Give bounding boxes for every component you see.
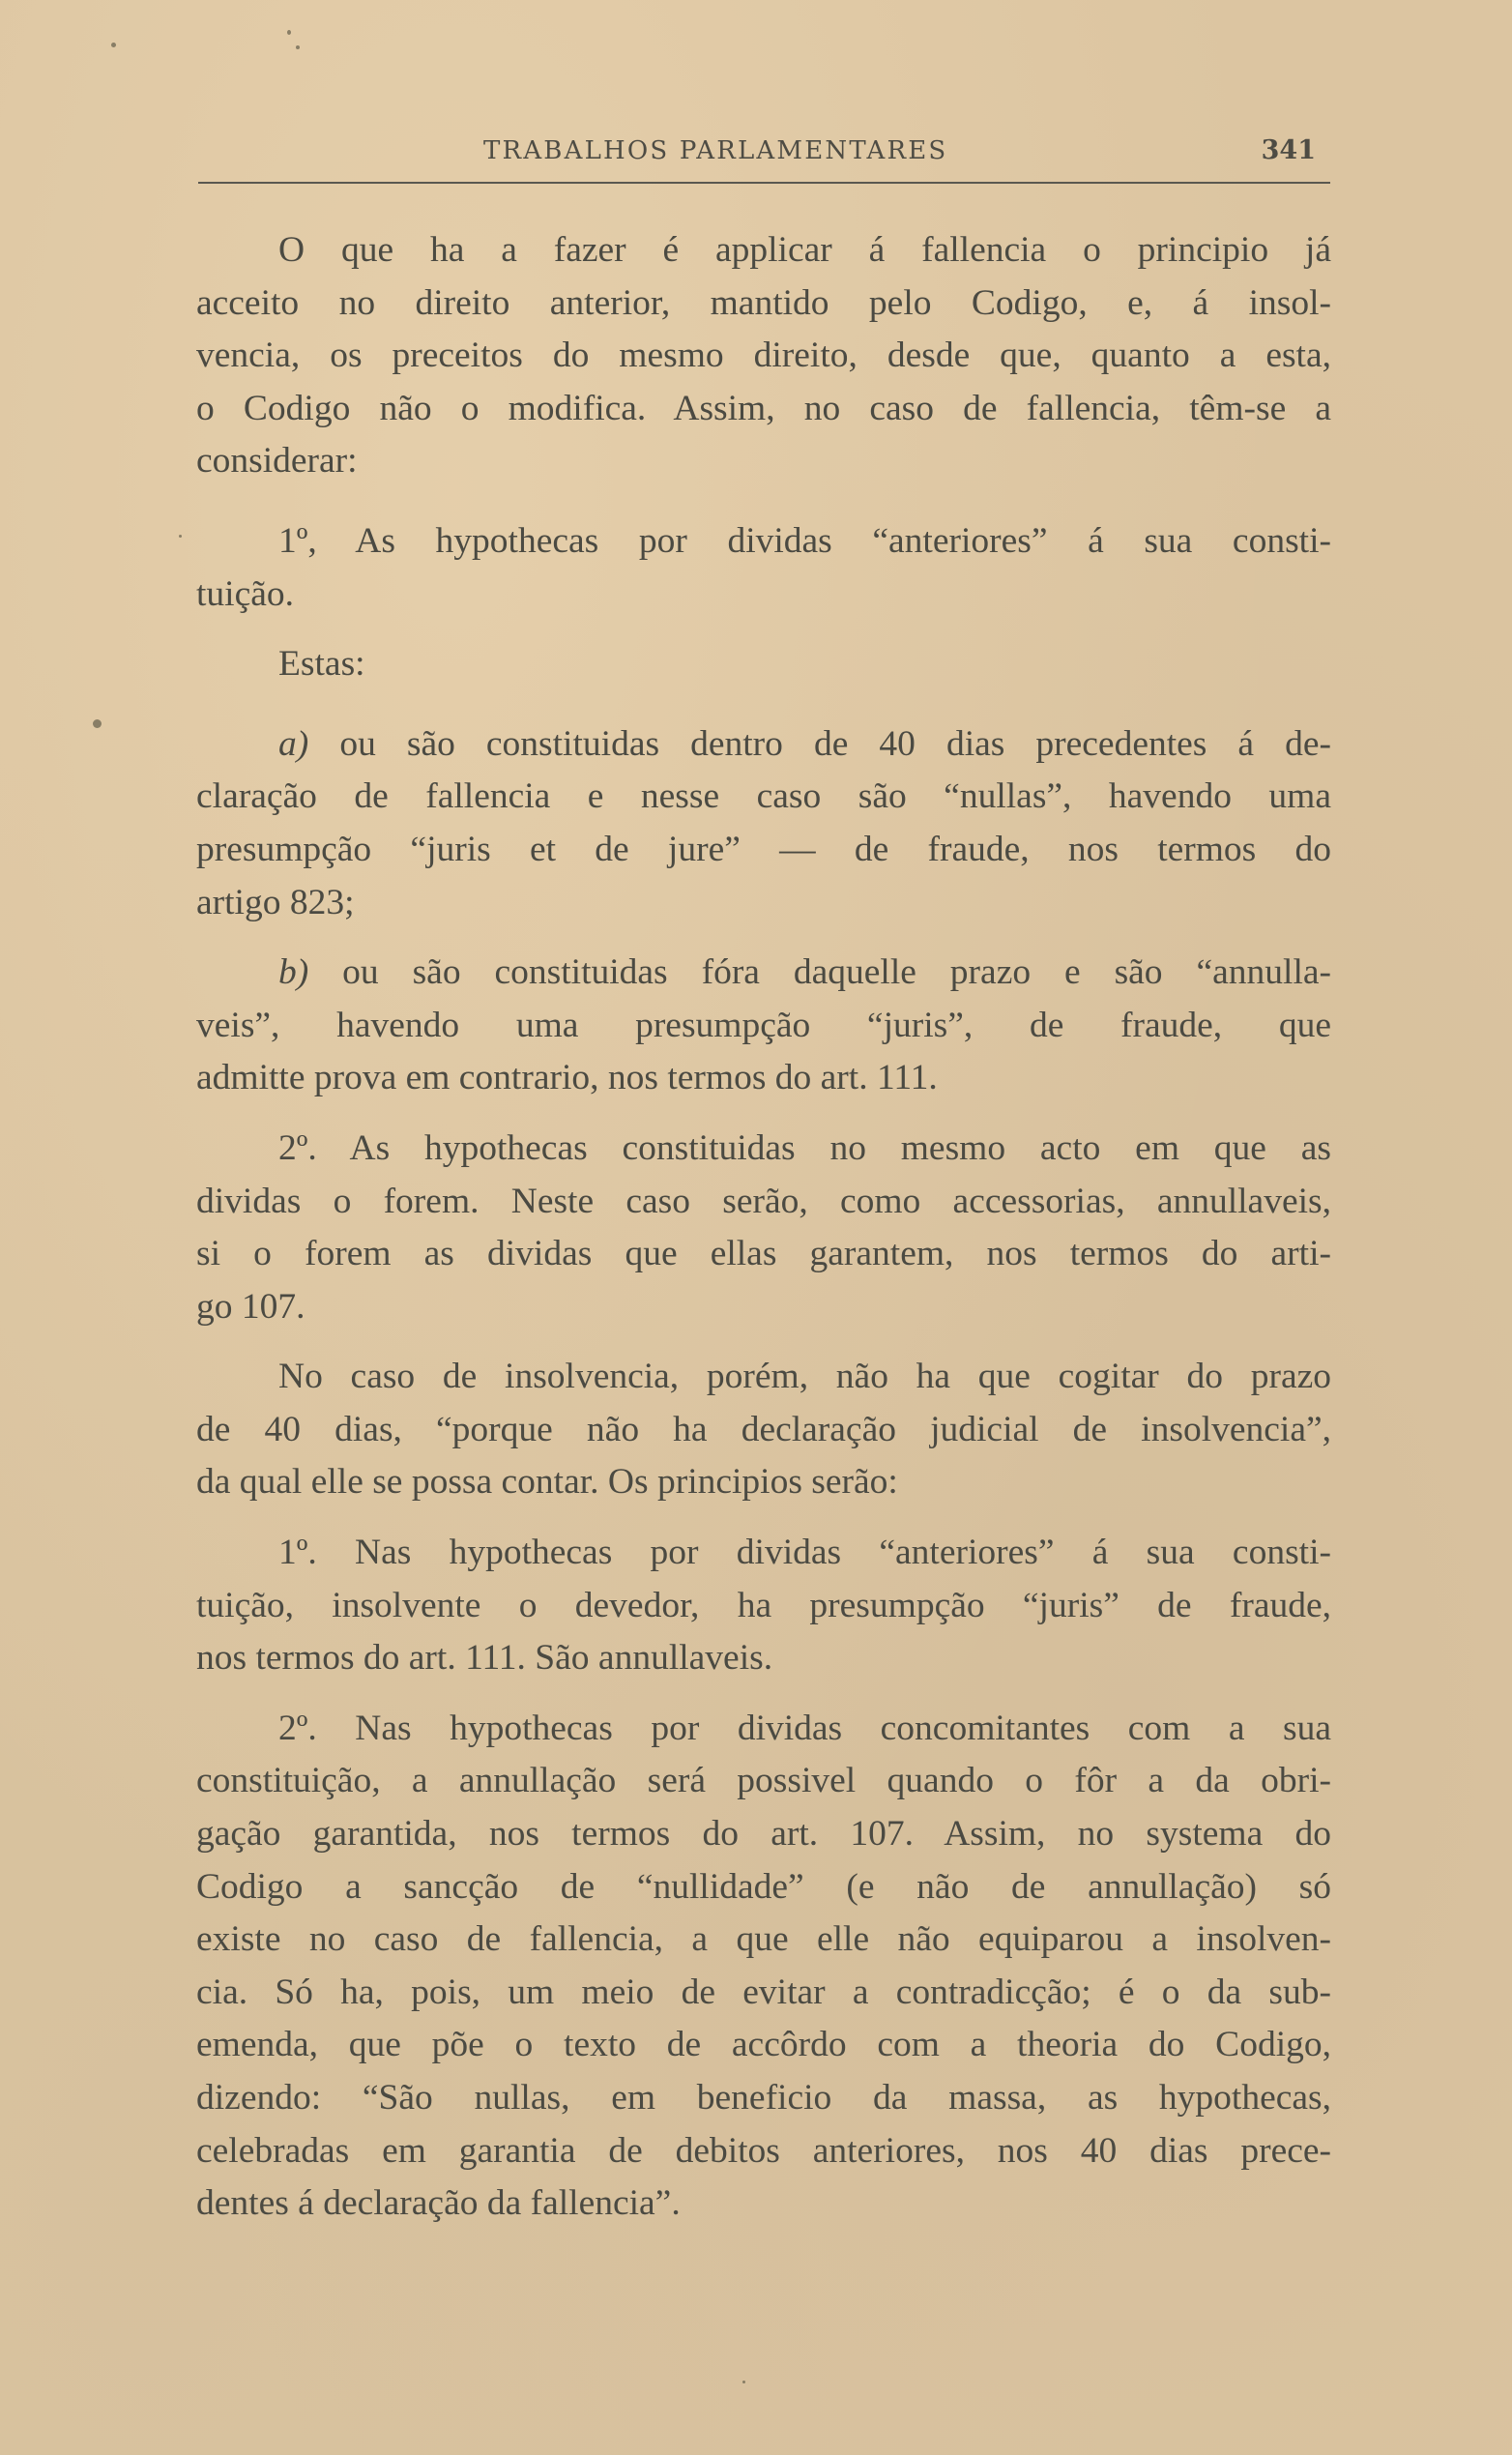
- text-line: tuição, insolvente o devedor, ha presumpção “juris” de fraude,: [196, 1585, 1331, 1625]
- paper-speck: [111, 43, 116, 47]
- paragraph: [196, 1123, 1331, 1333]
- paragraph: [196, 515, 1331, 621]
- header-rule: [198, 182, 1330, 184]
- text-line: dividas o forem. Neste caso serão, como accessorias, annullaveis,: [196, 1181, 1331, 1221]
- text-line: dentes á declaração da fallencia”.: [196, 2183, 681, 2224]
- text-line: emenda, que põe o texto de accôrdo com a theoria do Codigo,: [196, 2025, 1331, 2065]
- text-line: acceito no direito anterior, mantido pelo Codigo, e, á insol-: [196, 282, 1331, 323]
- paper-speck: [742, 2381, 745, 2383]
- text-line: 1º, As hypothecas por dividas “anteriores” á sua consti-: [278, 520, 1331, 561]
- text-line: si o forem as dividas que ellas garantem, nos termos do arti-: [196, 1234, 1331, 1274]
- text-line: tuição.: [196, 573, 295, 614]
- list-marker: b): [278, 952, 309, 993]
- text-line: admitte prova em contrario, nos termos do art. 111.: [196, 1058, 938, 1098]
- running-title: TRABALHOS PARLAMENTARES: [483, 136, 948, 165]
- paragraph-item-b: [196, 947, 1331, 1105]
- paragraph: [196, 638, 1331, 691]
- text-line: O que ha a fazer é applicar á fallencia o principio já: [278, 230, 1331, 270]
- text-line: o Codigo não o modifica. Assim, no caso de fallencia, têm-se a: [196, 388, 1331, 428]
- paper-speck: [296, 45, 300, 49]
- text-line: veis”, havendo uma presumpção “juris”, de fraude, que: [196, 1005, 1331, 1045]
- text-line: Codigo a sancção de “nullidade” (e não de annullação) só: [196, 1866, 1331, 1907]
- paper-speck: [93, 719, 102, 728]
- text-line: artigo 823;: [196, 882, 355, 922]
- text-line: 2º. Nas hypothecas por dividas concomitantes com a sua: [278, 1708, 1331, 1748]
- paragraph: [196, 1351, 1331, 1509]
- text-line: 2º. As hypothecas constituidas no mesmo acto em que as: [278, 1127, 1331, 1168]
- text-line: dizendo: “São nullas, em beneficio da massa, as hypothecas,: [196, 2078, 1331, 2118]
- paragraph: [196, 1703, 1331, 2231]
- body-text: [196, 224, 1331, 2231]
- text-line: nos termos do art. 111. São annullaveis.: [196, 1638, 773, 1679]
- text-line: go 107.: [196, 1286, 305, 1327]
- paragraph: [196, 224, 1331, 488]
- text-line: gação garantida, nos termos do art. 107. Assim, no systema do: [196, 1814, 1331, 1855]
- text-line: constituição, a annullação será possivel quando o fôr a da obri-: [196, 1761, 1331, 1801]
- text-line: a) ou são constituidas dentro de 40 dias precedentes á de-: [278, 723, 1331, 764]
- text-line: da qual elle se possa contar. Os principios serão:: [196, 1462, 898, 1503]
- text-line: Estas:: [278, 644, 365, 685]
- page-number: 341: [1261, 135, 1316, 165]
- text-line: de 40 dias, “porque não ha declaração judicial de insolvencia”,: [196, 1409, 1331, 1449]
- text-line: celebradas em garantia de debitos anteriores, nos 40 dias prece-: [196, 2130, 1331, 2171]
- text-line: presumpção “juris et de jure” — de fraude, nos termos do: [196, 829, 1331, 869]
- text-line: No caso de insolvencia, porém, não ha que cogitar do prazo: [278, 1357, 1331, 1397]
- text-line: 1º. Nas hypothecas por dividas “anteriores” á sua consti-: [278, 1533, 1331, 1573]
- running-head: [193, 133, 1331, 172]
- text-line: cia. Só ha, pois, um meio de evitar a contradicção; é o da sub-: [196, 1972, 1331, 2012]
- paper-speck: [287, 30, 291, 35]
- paragraph: [196, 1527, 1331, 1685]
- paper-speck: [179, 535, 182, 538]
- text-line: vencia, os preceitos do mesmo direito, desde que, quanto a esta,: [196, 336, 1331, 376]
- paragraph-item-a: [196, 718, 1331, 929]
- list-marker: a): [278, 723, 309, 764]
- text-line: considerar:: [196, 441, 358, 482]
- text-line: claração de fallencia e nesse caso são “nullas”, havendo uma: [196, 776, 1331, 817]
- text-line: b) ou são constituidas fóra daquelle prazo e são “annulla-: [278, 952, 1331, 993]
- text-line: existe no caso de fallencia, a que elle não equiparou a insolven-: [196, 1919, 1331, 1960]
